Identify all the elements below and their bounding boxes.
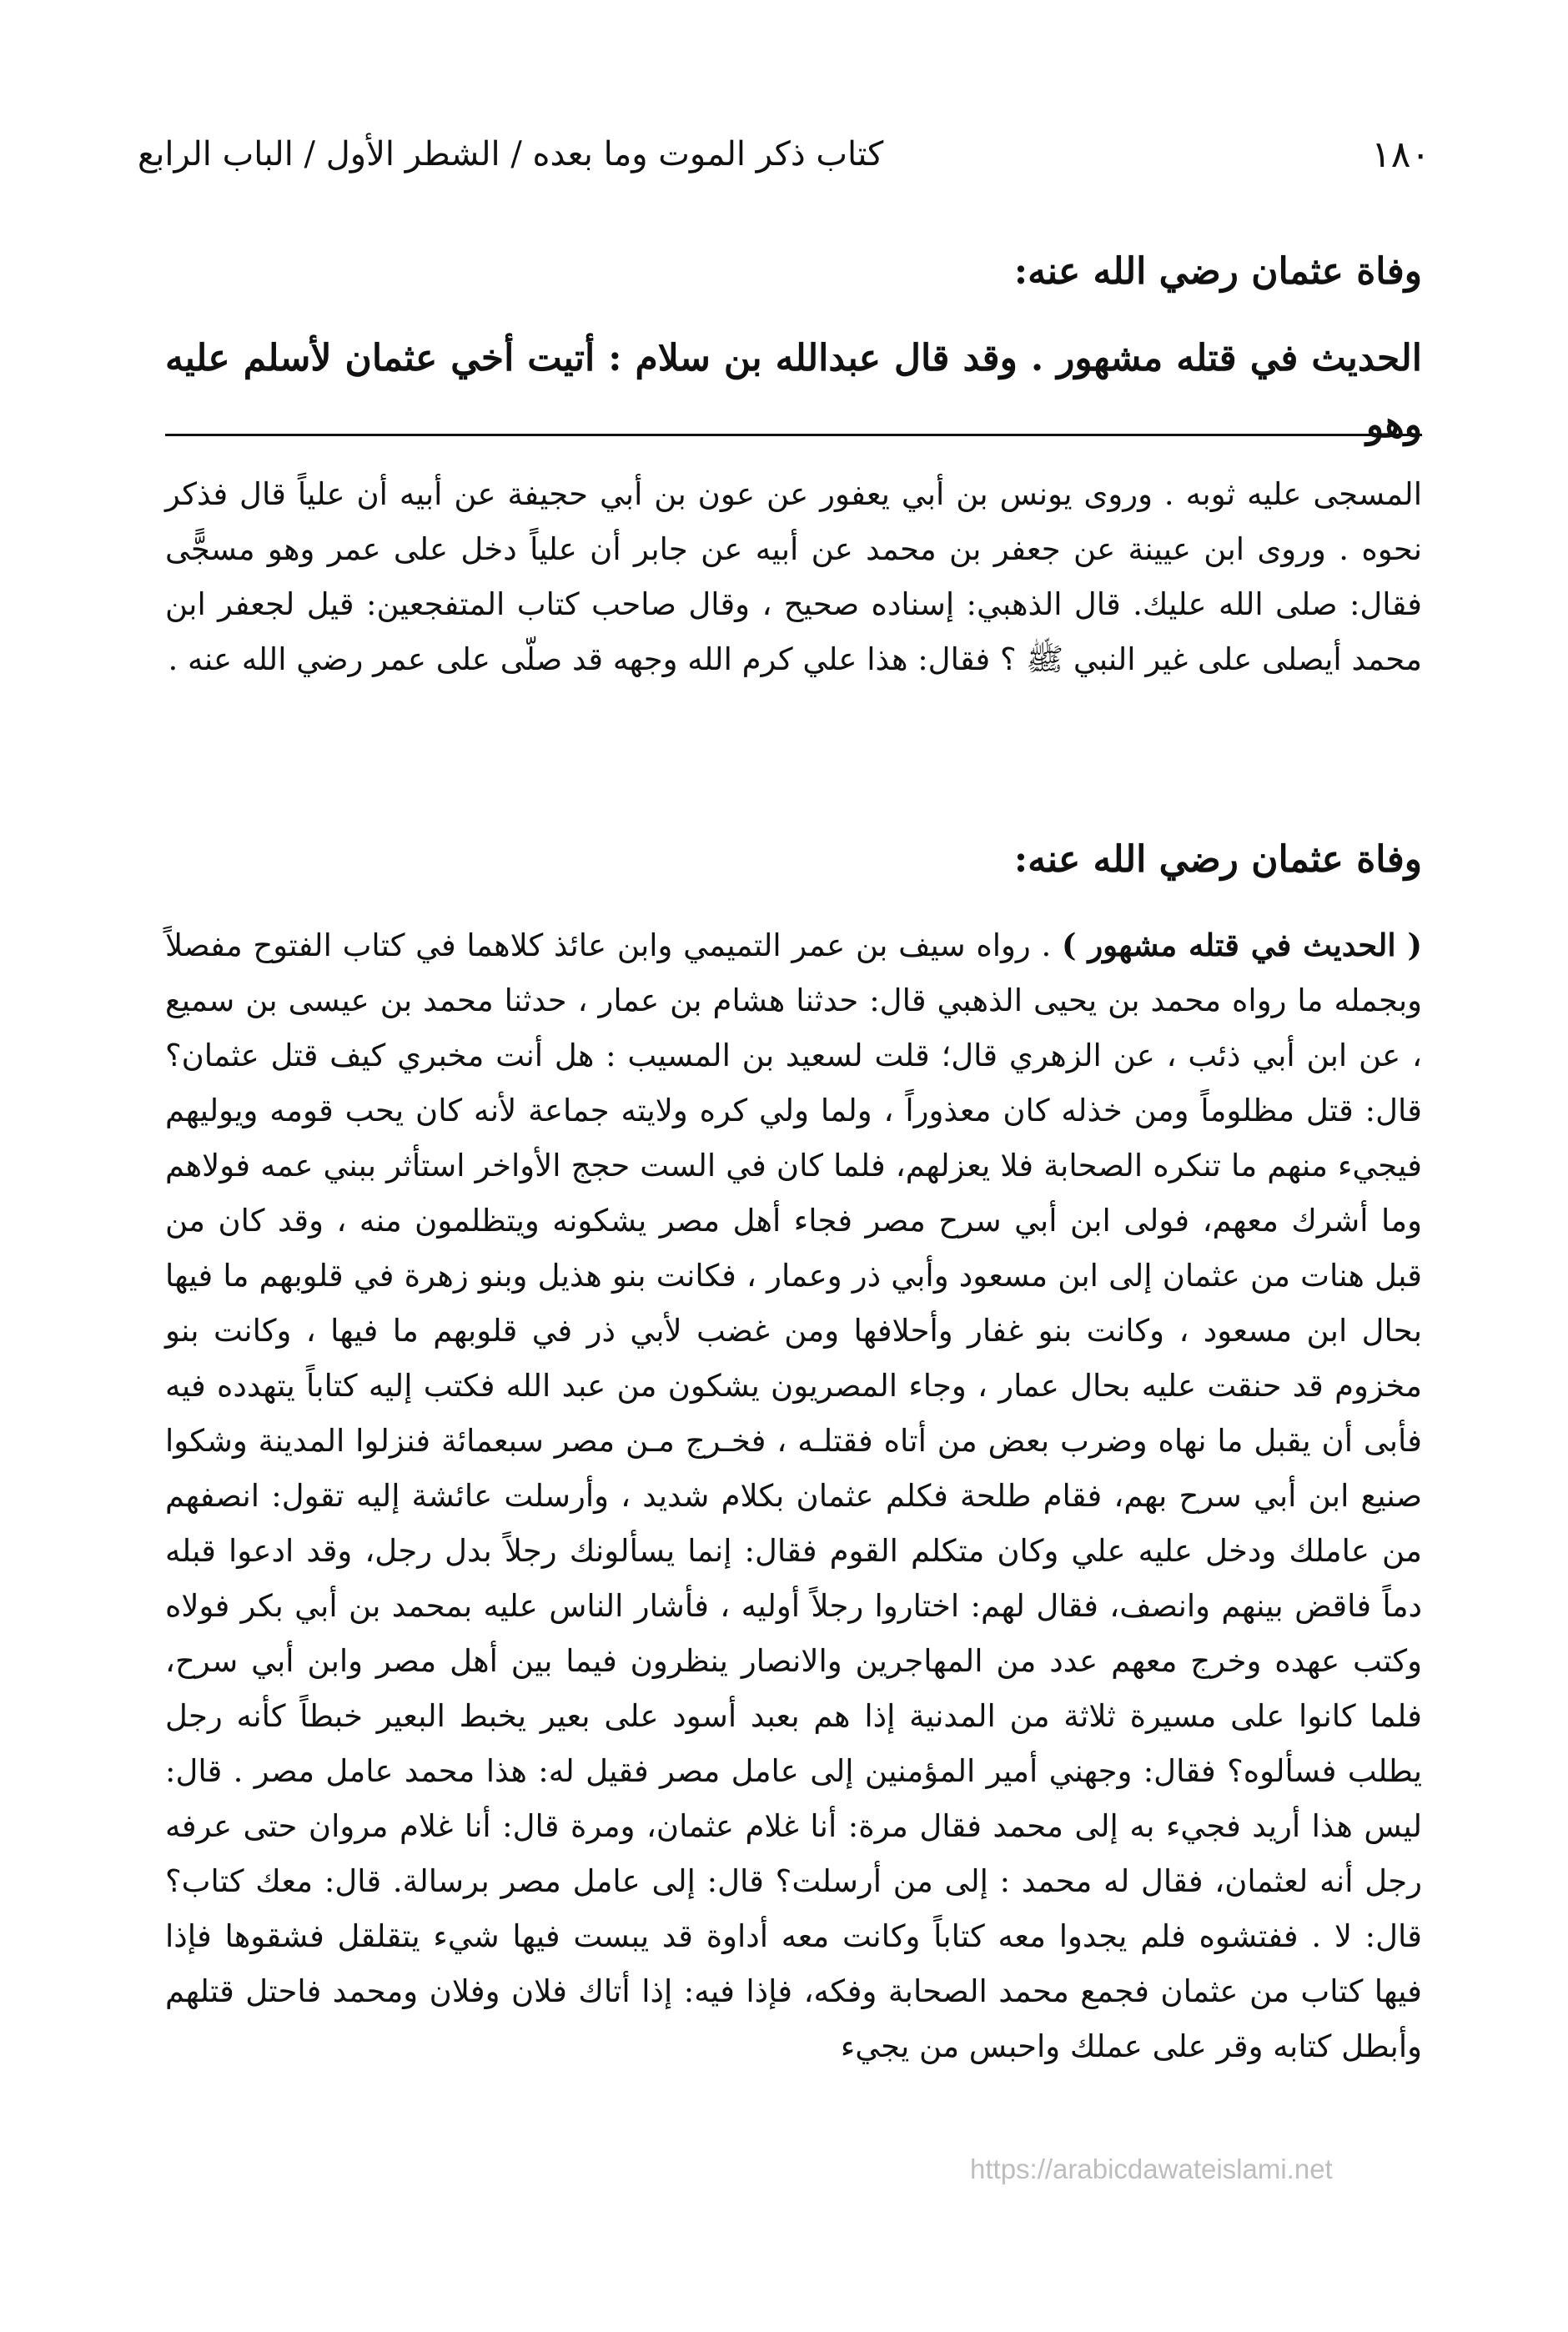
commentary-body xyxy=(165,917,1422,2074)
footnote-text: المسجى عليه ثوبه . وروى يونس بن أبي يعفور عن عون بن أبي حجيفة عن أبيه أن علياً قال فذكر نحوه . وروى ابن عيينة عن جعفر بن محمد عن أبيه عن جابر أن علياً دخل على عمر وهو مسجًّى فقال: صلى الله عليك. قال الذهبي: إسناده صحيح ، وقال صاحب كتاب المتفجعين: قيل لجعفر ابن محمد أيصلى على غير النبي ﷺ ؟ فقال: هذا علي كرم الله وجهه قد صلّى على عمر رضي الله عنه . xyxy=(165,476,1422,677)
running-header xyxy=(138,125,1430,183)
section-divider xyxy=(165,434,1422,436)
commentary-text: . رواه سيف بن عمر التميمي وابن عائذ كلاهما في كتاب الفتوح مفصلاً وبجمله ما رواه محمد بن يحيى الذهبي قال: حدثنا هشام بن عمار ، حدثنا محمد بن عيسى بن سميع ، عن ابن أبي ذئب ، عن الزهري قال؛ قلت لسعيد بن المسيب : هل أنت مخبري كيف قتل عثمان؟ قال: قتل مظلوماً ومن خذله كان معذوراً ، ولما ولي كره ولايته جماعة لأنه كان يحب قومه ويوليهم فيجيء منهم ما تنكره الصحابة فلا يعزلهم، فلما كان في الست حجج الأواخر استأثر ببني عمه فولاهم وما أشرك معهم، فولى ابن أبي سرح مصر فجاء أهل مصر يشكونه ويتظلمون منه ، وقد كان من قبل هنات من عثمان إلى ابن مسعود وأبي ذر وعمار ، فكانت بنو هذيل وبنو زهرة في قلوبهم ما فيها بحال ابن مسعود ، وكانت بنو غفار وأحلافها ومن غضب لأبي ذر في قلوبهم ما فيها ، وكانت بنو مخزوم قد حنقت عليه بحال عمار ، وجاء المصريون يشكون من عبد الله فكتب إليه كتاباً يتهدده فيه فأبى أن يقبل ما نهاه وضرب بعض من أتاه فقتلـه ، فخـرج مـن مصر سبعمائة فنزلوا المدينة وشكوا صنيع ابن أبي سرح بهم، فقام طلحة فكلم عثمان بكلام شديد ، وأرسلت عائشة إليه تقول: انصفهم من عاملك ودخل عليه علي وكان متكلم القوم فقال: إنما يسألونك رجلاً بدل رجل، وقد ادعوا قبله دماً فاقض بينهم وانصف، فقال لهم: اختاروا رجلاً أوليه ، فأشار الناس عليه بمحمد بن أبي بكر فولاه وكتب عهده وخرج معهم عدد من المهاجرين والانصار ينظرون فيما بين أهل مصر وابن أبي سرح، فلما كانوا على مسيرة ثلاثة من المدنية إذا هم بعبد أسود على بعير يخبط البعير خبطاً كأنه رجل يطلب فسألوه؟ فقال: وجهني أمير المؤمنين إلى عامل مصر فقيل له: هذا محمد عامل مصر . قال: ليس هذا أريد فجيء به إلى محمد فقال مرة: أنا غلام عثمان، ومرة قال: أنا غلام مروان حتى عرفه رجل أنه لعثمان، فقال له محمد : إلى من أرسلت؟ قال: إلى عامل مصر برسالة. قال: معك كتاب؟ قال: لا . ففتشوه فلم يجدوا معه كتاباً وكانت معه أداوة قد يبست فيها شيء يتقلقل فشقوها فإذا فيها كتاب من عثمان فجمع محمد الصحابة وفكه، فإذا فيه: إذا أتاك فلان وفلان ومحمد فاحتل قتلهم وأبطل كتابه وقر على عملك واحبس من يجيء xyxy=(165,927,1422,2064)
commentary-lead: ( الحديث في قتله مشهور ) xyxy=(1061,927,1423,963)
commentary-heading: وفاة عثمان رضي الله عنه: xyxy=(1013,838,1422,881)
section-heading: وفاة عثمان رضي الله عنه: xyxy=(1013,250,1422,293)
main-text: الحديث في قتله مشهور . وقد قال عبدالله بن سلام : أتيت أخي عثمان لأسلم عليه وهو xyxy=(165,337,1422,446)
watermark-url: https://arabicdawateislami.net xyxy=(970,2154,1333,2184)
page-number: ١٨٠ xyxy=(1371,133,1430,176)
running-title: كتاب ذكر الموت وما بعده / الشطر الأول / الباب الرابع xyxy=(138,135,884,173)
